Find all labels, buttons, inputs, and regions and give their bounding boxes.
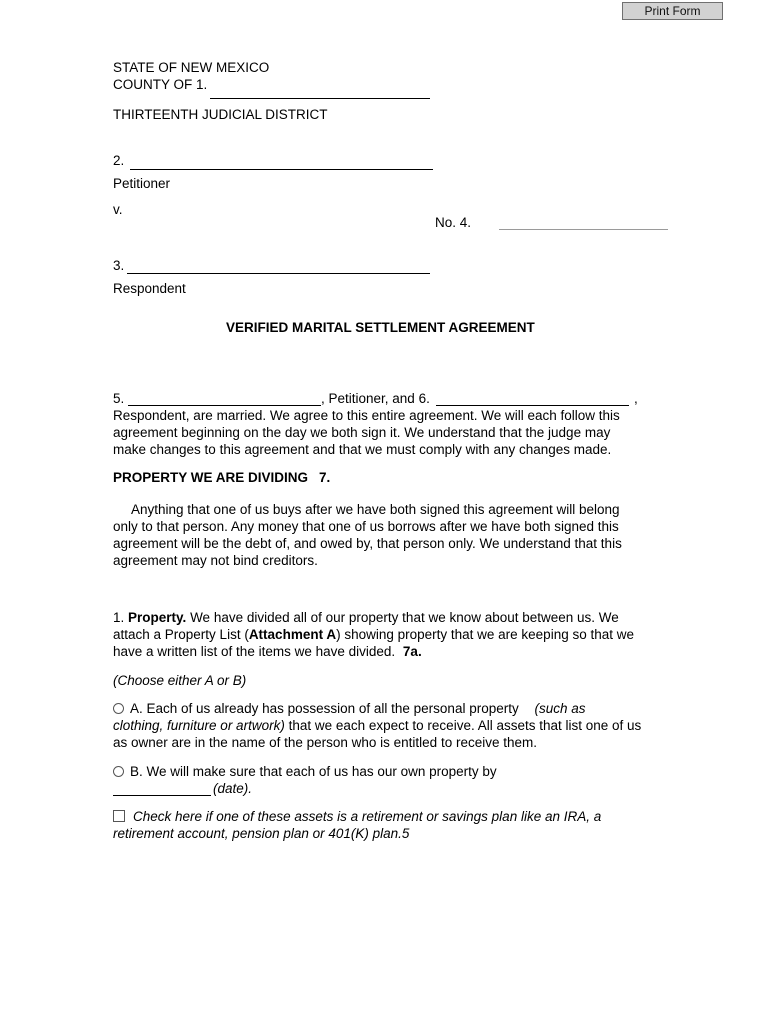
petitioner-agreement-field[interactable] [128,405,321,406]
option-a-radio[interactable] [113,703,124,714]
intro-petitioner-and: , Petitioner, and 6. [321,391,430,406]
retirement-check-line-2: retirement account, pension plan or 401(K) plan.5 [113,826,410,841]
district-heading: THIRTEENTH JUDICIAL DISTRICT [113,107,328,122]
attachment-a-label: Attachment A [248,627,337,642]
section-para-line-1: Anything that one of us buys after we have both signed this agreement will belong [131,502,620,517]
retirement-check-line-1 [113,809,601,825]
property-line-2 [113,627,634,643]
county-label: COUNTY OF 1. [113,77,208,92]
petitioner-label: Petitioner [113,176,171,191]
intro-line-4: make changes to this agreement and that we must comply with any changes made. [113,442,612,457]
document-title: VERIFIED MARITAL SETTLEMENT AGREEMENT [226,320,535,335]
intro-line-3: agreement beginning on the day we both sign it. We understand that the judge may [113,425,611,440]
property-ref-7a: 7a. [402,644,422,659]
option-b-text: B. We will make sure that each of us has our own property by [130,764,497,779]
option-a-line-1 [113,701,586,717]
property-line-3 [113,644,422,660]
option-a-line-3: as owner are in the name of the person who is entitled to receive them. [113,735,537,750]
property-line-3-text: have a written list of the items we have divided. [113,644,396,659]
respondent-number: 3. [113,258,125,273]
section-heading [113,470,330,486]
option-b-date-field[interactable] [113,795,211,796]
option-a-italic-1: (such as [534,701,586,716]
property-number: 1. [113,610,125,625]
intro-line-2: Respondent, are married. We agree to this entire agreement. We will each follow this [113,408,620,423]
petitioner-number: 2. [113,153,125,168]
option-b-date-label: (date). [213,781,253,796]
option-a-text-2: that we each expect to receive. All assets that list one of us [288,718,642,733]
option-a-text-1: A. Each of us already has possession of all the personal property [130,701,519,716]
respondent-agreement-field[interactable] [436,405,629,406]
section-para-line-3: agreement will be the debt of, and owed by, that person only. We understand that this [113,536,622,551]
county-field[interactable] [210,98,430,99]
respondent-name-field[interactable] [127,273,430,274]
state-heading: STATE OF NEW MEXICO [113,60,270,75]
option-a-line-2 [113,718,641,734]
versus-label: v. [113,202,123,217]
intro-number-5: 5. [113,391,125,406]
section-para-line-2: only to that person. Any money that one of us borrows after we have both signed this [113,519,619,534]
intro-comma: , [634,391,638,406]
property-line-1-text: We have divided all of our property that we know about between us. We [190,610,619,625]
option-b-radio[interactable] [113,766,124,777]
section-para-line-4: agreement may not bind creditors. [113,553,318,568]
case-number-field[interactable] [499,229,668,230]
section-heading-text: PROPERTY WE ARE DIVIDING [113,470,309,485]
retirement-check-text-1: Check here if one of these assets is a retirement or savings plan like an IRA, a [133,809,602,824]
option-b-line-1 [113,764,497,780]
case-number-label: No. 4. [435,215,472,230]
respondent-label: Respondent [113,281,186,296]
retirement-checkbox[interactable] [113,810,125,822]
property-line-2-b: ) showing property that we are keeping so that we [336,627,634,642]
property-line-1 [113,610,619,626]
section-heading-number: 7. [319,470,331,485]
petitioner-name-field[interactable] [130,169,433,170]
property-label: Property. [128,610,187,625]
choose-instruction: (Choose either A or B) [113,673,247,688]
print-form-button[interactable]: Print Form [622,2,723,20]
option-a-italic-2: clothing, furniture or artwork) [113,718,285,733]
property-line-2-a: attach a Property List ( [113,627,249,642]
